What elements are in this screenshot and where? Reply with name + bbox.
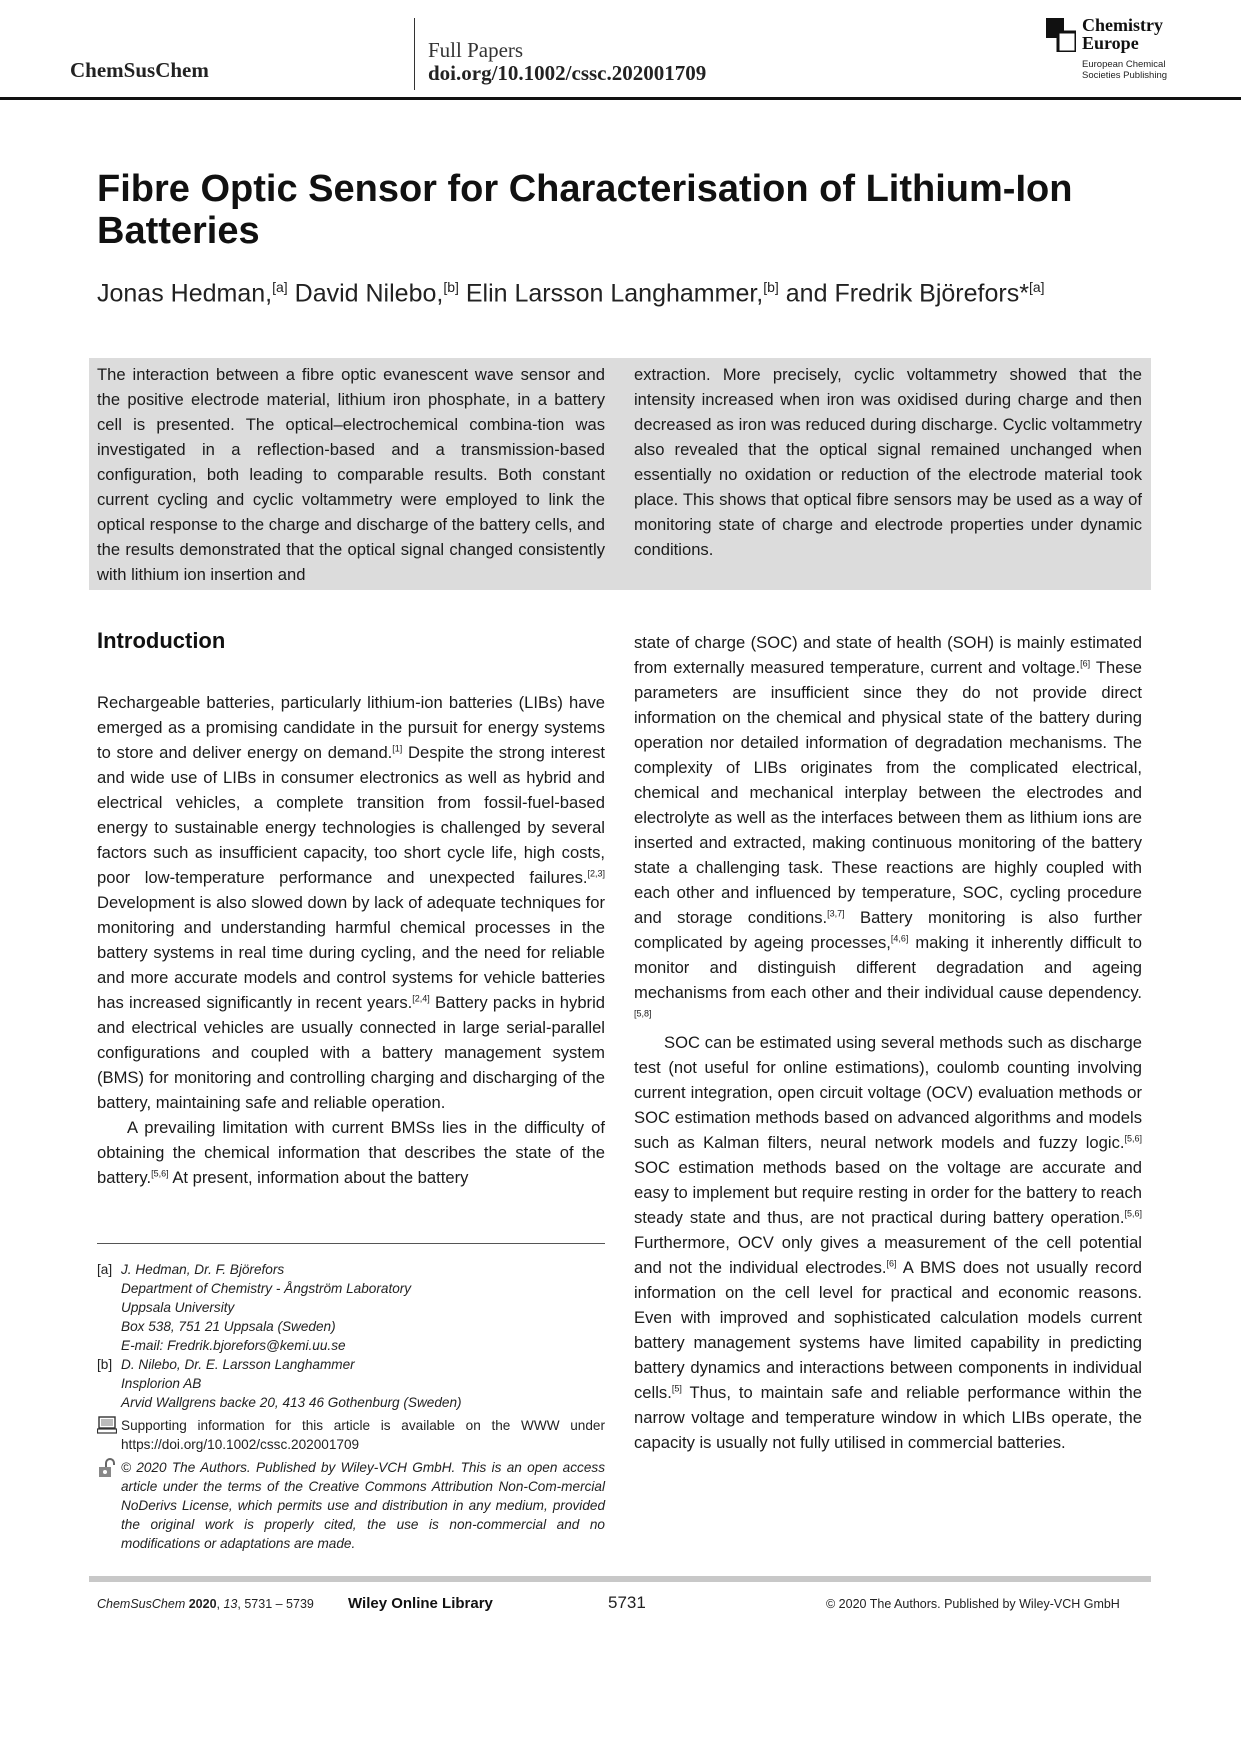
abstract-left-column: The interaction between a fibre optic evanescent wave sensor and the positive electrode material, lithium iron phosphate, in a battery cell is presented. The optical–electrochemical combina-tion was investigated in a reflection-based and a transmission-based configuration, both leading to comparable results. Both constant current cycling and cyclic voltammetry were employed to link the optical response to the charge and discharge of the battery cells, and the results demonstrated that the optical signal changed consistently with lithium ion insertion and <box>97 365 605 584</box>
footer-journal: ChemSusChem <box>97 1597 186 1611</box>
section-heading: Introduction <box>97 628 226 653</box>
computer-icon <box>97 1416 121 1454</box>
body-paragraph: A prevailing limitation with current BMSs lies in the difficulty of obtaining the chemical information that describes the state of the battery.[5,6] At present, information about the battery <box>97 1118 605 1187</box>
footer-copyright: © 2020 The Authors. Published by Wiley-VCH GmbH <box>826 1597 1120 1611</box>
citation-marker[interactable]: [1] <box>392 743 403 754</box>
citation-marker[interactable]: [2,3] <box>587 868 605 879</box>
body-left-column <box>97 690 605 1190</box>
affiliation-line: J. Hedman, Dr. F. Björefors <box>121 1262 285 1277</box>
author-name: Elin Larsson Langhammer, <box>465 279 764 308</box>
footer-pages: 5731 – 5739 <box>244 1597 314 1611</box>
section-type: Full Papers <box>428 38 524 62</box>
logo-subtitle-line2: Societies Publishing <box>1082 70 1168 81</box>
affiliation-b <box>97 1355 605 1412</box>
author-affiliation: [a] <box>1028 279 1045 295</box>
chemistry-europe-logo-icon <box>1046 18 1076 52</box>
open-access-text: © 2020 The Authors. Published by Wiley-VCH GmbH. This is an open access article under the terms of the Creative Commons Attribution Non-Com-mercial NoDerivs License, which permits use and distribution in any medium, provided the original work is properly cited, the use is non-commercial and no modifications or adaptations are made. <box>121 1460 605 1551</box>
journal-name: ChemSusChem <box>70 58 209 82</box>
citation-marker[interactable]: [6] <box>1080 658 1091 669</box>
footer-bar <box>89 1576 1151 1582</box>
affiliation-text <box>121 1260 411 1355</box>
abstract-right-column: extraction. More precisely, cyclic voltammetry showed that the intensity increased when iron was oxidised during charge and then decreased as iron was reduced during discharge. Cyclic voltammetry also revealed that the optical signal remained unchanged when essentially no oxidation or reduction of the electrode material took place. This shows that optical fibre sensors may be used as a way of monitoring state of charge and electrode properties under dynamic conditions. <box>634 365 1142 559</box>
affiliation-line: Box 538, 751 21 Uppsala (Sweden) <box>121 1319 336 1334</box>
author-name: David Nilebo, <box>294 279 444 308</box>
citation-marker[interactable]: [5,6] <box>1124 1208 1142 1219</box>
citation-marker[interactable]: [2,4] <box>412 993 430 1004</box>
affiliation-label: [b] <box>97 1357 113 1372</box>
affiliation-line: Department of Chemistry - Ångström Laboratory <box>121 1281 412 1296</box>
supporting-info-note <box>97 1416 605 1454</box>
affiliation-line: Insplorion AB <box>121 1376 202 1391</box>
affiliation-line: Uppsala University <box>121 1300 235 1315</box>
body-paragraph: Rechargeable batteries, particularly lithium-ion batteries (LIBs) have emerged as a promising candidate in the pursuit for energy systems to store and deliver energy on demand.[1] Despite the strong interest and wide use of LIBs in consumer electronics as well as hybrid and electrical vehicles, a complete transition from fossil-fuel-based energy to sustainable energy technologies is challenged by several factors such as insufficient capacity, too short cycle life, high costs, poor low-temperature performance and unexpected failures.[2,3] Development is also slowed down by lack of adequate techniques for monitoring and understanding harmful chemical processes in the battery systems in real time during cycling, and the need for reliable and more accurate models and control systems for vehicle batteries has increased significantly in recent years.[2,4] Battery packs in hybrid and electrical vehicles are usually connected in large serial-parallel configurations and coupled with a battery management system (BMS) for monitoring and controlling charging and discharging of the battery, maintaining safe and reliable operation. <box>97 693 606 1112</box>
body-right-column <box>634 630 1142 1455</box>
logo-title-line1: Chemistry <box>1082 15 1163 35</box>
logo-subtitle-line1: European Chemical <box>1082 59 1166 70</box>
affiliation-label: [a] <box>97 1262 113 1277</box>
citation-marker[interactable]: [4,6] <box>890 933 909 944</box>
author-affiliation: [a] <box>272 279 288 295</box>
article-title: Fibre Optic Sensor for Characterisation of Lithium-Ion Batteries <box>97 168 1073 252</box>
affiliation-email[interactable]: E-mail: Fredrik.bjorefors@kemi.uu.se <box>121 1338 346 1353</box>
citation-marker[interactable]: [3,7] <box>827 908 845 919</box>
wiley-online-library-link[interactable]: Wiley Online Library <box>348 1595 493 1612</box>
body-paragraph: state of charge (SOC) and state of health (SOH) is mainly estimated from externally measured temperature, current and voltage.[6] These parameters are insufficient since they do not provide direct information on the chemical and physical state of the battery during operation nor detailed information of degradation mechanisms. The complexity of LIBs originates from the complicated electrical, chemical and mechanical interplay between the electrodes and electrolyte as well as the interfaces between them as lithium ions are inserted and extracted, making continuous monitoring of the battery state a challenging task. These reactions are highly coupled with each other and influenced by temperature, SOC, cycling procedure and storage conditions.[3,7] Battery monitoring is also further complicated by ageing processes,[4,6] making it inherently difficult to monitor and distinguish different degradation and ageing mechanisms from each other and their individual cause dependency.[5,8] <box>634 633 1142 1019</box>
affiliation-a <box>97 1260 605 1355</box>
affiliation-line: Arvid Wallgrens backe 20, 413 46 Gothenburg (Sweden) <box>121 1395 462 1410</box>
footer-year: 2020 <box>188 1597 217 1611</box>
open-access-note <box>97 1458 605 1553</box>
citation-marker[interactable]: [5,8] <box>634 1008 652 1019</box>
abstract-box <box>89 358 1151 590</box>
citation-marker[interactable]: [5,6] <box>151 1168 169 1179</box>
author-list <box>97 271 1177 309</box>
supporting-info-text[interactable]: Supporting information for this article is available on the WWW under https://doi.org/10.1002/cssc.202001709 <box>121 1418 605 1452</box>
body-paragraph: SOC can be estimated using several methods such as discharge test (not useful for online estimations), coulomb counting involving current integration, open circuit voltage (OCV) evaluation methods or SOC estimation methods based on advanced algorithms and models such as Kalman filters, neural network models and fuzzy logic.[5,6] SOC estimation methods based on the voltage are accurate and easy to implement but require resting in order for the battery to reach steady state and thus, are not practical during battery operation.[5,6] Furthermore, OCV only gives a measurement of the cell potential and not the individual electrodes.[6] A BMS does not usually record information on the cell level for practical and economic reasons. Even with improved and sophisticated calculation models current battery management systems have limited capability in predicting battery dynamics and interactions between components in individual cells.[5] Thus, to maintain safe and reliable performance within the narrow voltage and temperature window in which LIBs operate, the capacity is usually not fully utilised in commercial batteries. <box>634 1033 1142 1452</box>
header-divider <box>414 18 415 90</box>
author-name: and Fredrik Björefors* <box>785 279 1029 308</box>
logo-subtitle <box>1082 59 1167 81</box>
footnotes <box>97 1260 605 1553</box>
author-name: Jonas Hedman, <box>97 279 273 308</box>
citation-marker[interactable]: [5] <box>671 1383 682 1394</box>
footnote-rule <box>97 1243 605 1244</box>
open-lock-icon <box>97 1458 121 1553</box>
page-number: 5731 <box>608 1593 646 1612</box>
affiliation-text <box>121 1355 462 1412</box>
footer-citation: ChemSusChem 2020, 13, 5731 – 5739 <box>97 1597 314 1611</box>
publisher-logo[interactable] <box>1046 15 1236 84</box>
author-affiliation: [b] <box>443 279 459 295</box>
citation-marker[interactable]: [5,6] <box>1124 1133 1142 1144</box>
author-affiliation: [b] <box>763 279 779 295</box>
affiliation-line: D. Nilebo, Dr. E. Larsson Langhammer <box>121 1357 355 1372</box>
logo-title-line2: Europe <box>1082 33 1139 53</box>
header-rule <box>0 97 1241 100</box>
logo-title <box>1082 16 1163 52</box>
footer-volume: 13 <box>223 1597 238 1611</box>
citation-marker[interactable]: [6] <box>886 1258 897 1269</box>
doi-link[interactable]: doi.org/10.1002/cssc.202001709 <box>428 61 707 85</box>
